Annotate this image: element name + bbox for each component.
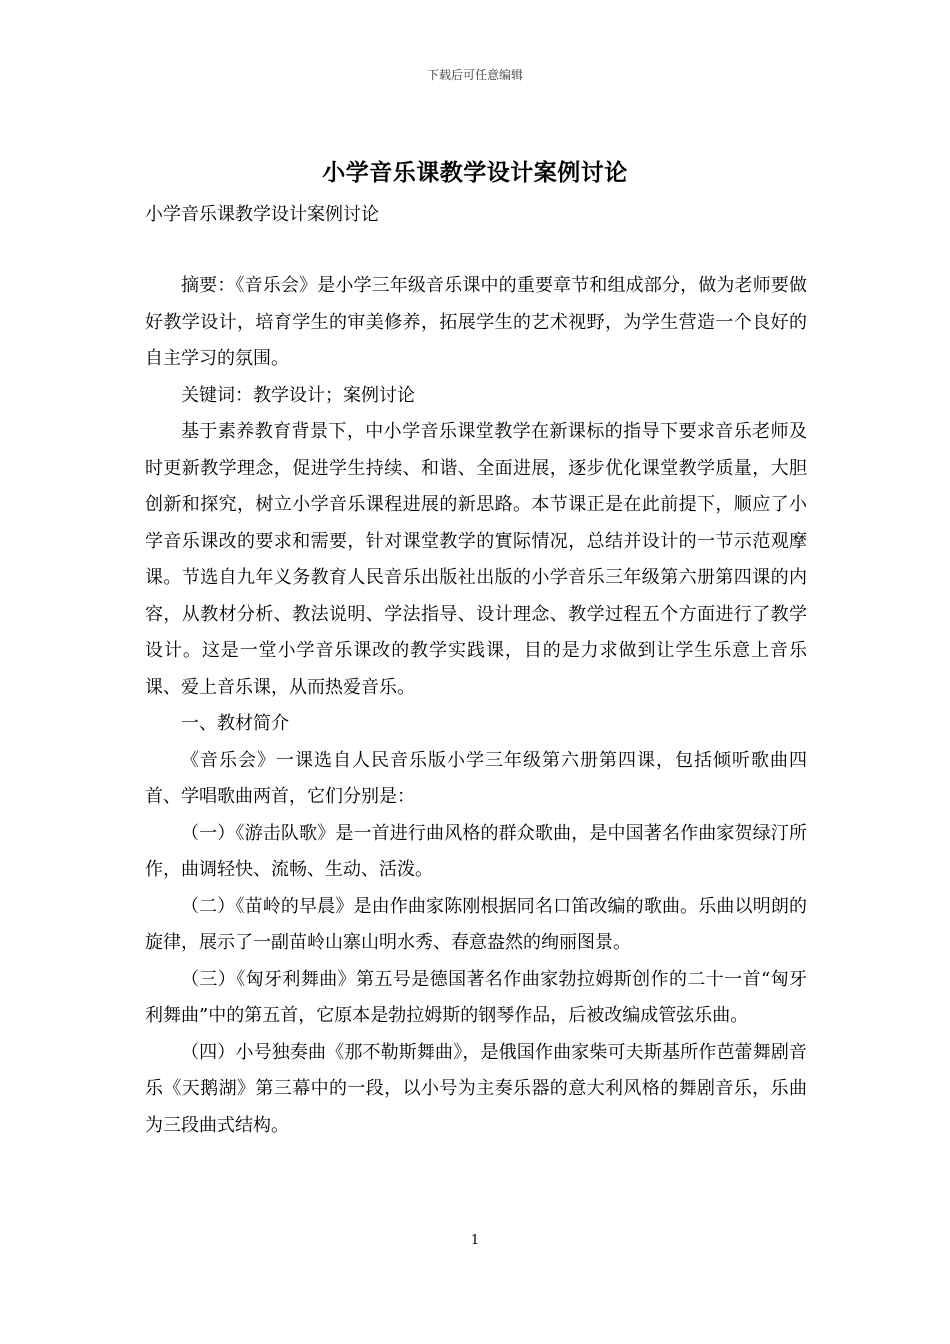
document-subtitle: 小学音乐课教学设计案例讨论 xyxy=(145,204,379,225)
document-body xyxy=(145,268,807,1144)
page-number: 1 xyxy=(470,1233,480,1248)
keywords-paragraph: 关键词：教学设计；案例讨论 xyxy=(181,384,415,406)
abstract-paragraph: 摘要：《音乐会》是小学三年级音乐课中的重要章节和组成部分，做为老师要做好教学设计，培育学生的审美修养，拓展学生的艺术视野，为学生营造一个良好的自主学习的氛围。 xyxy=(145,275,807,369)
list-item-2: （二）《苗岭的早晨》是由作曲家陈刚根据同名口笛改编的歌曲。乐曲以明朗的旋律，展示了一副苗岭山寨山明水秀、春意盎然的绚丽图景。 xyxy=(145,895,807,953)
page-header-note: 下载后可任意编辑 xyxy=(426,68,523,82)
intro-paragraph: 基于素养教育背景下，中小学音乐课堂教学在新课标的指导下要求音乐老师及时更新教学理念，促进学生持续、和谐、全面进展，逐步优化课堂教学质量，大胆创新和探究，树立小学音乐课程进展的新思路。本节课正是在此前提下，顺应了小学音乐课改的要求和需要，针对课堂教学的實际情况，总结并设计的一节示范观摩课。节选自九年义务教育人民音乐出版社出版的小学音乐三年级第六册第四课的内容，从教材分析、教法说明、学法指导、设计理念、教学过程五个方面进行了教学设计。这是一堂小学音乐课改的教学实践课，目的是力求做到让学生乐意上音乐课、爱上音乐课，从而热爱音乐。 xyxy=(145,421,807,698)
section-heading: 一、教材简介 xyxy=(181,713,289,734)
list-item-1: （一）《游击队歌》是一首进行曲风格的群众歌曲，是中国著名作曲家贺绿汀所作，曲调轻快、流畅、生动、活泼。 xyxy=(145,822,807,880)
body-paragraph: 《音乐会》一课选自人民音乐版小学三年级第六册第四课，包括倾听歌曲四首、学唱歌曲两首，它们分别是： xyxy=(145,749,807,807)
list-item-4: （四）小号独奏曲《那不勒斯舞曲》，是俄国作曲家柴可夫斯基所作芭蕾舞剧音乐《天鹅湖》第三幕中的一段，以小号为主奏乐器的意大利风格的舞剧音乐，乐曲为三段曲式结构。 xyxy=(145,1041,807,1136)
document-title: 小学音乐课教学设计案例讨论 xyxy=(322,159,628,186)
list-item-3: （三）《匈牙利舞曲》第五号是德国著名作曲家勃拉姆斯创作的二十一首“匈牙利舞曲”中的第五首，它原本是勃拉姆斯的钢琴作品，后被改编成管弦乐曲。 xyxy=(145,968,807,1026)
